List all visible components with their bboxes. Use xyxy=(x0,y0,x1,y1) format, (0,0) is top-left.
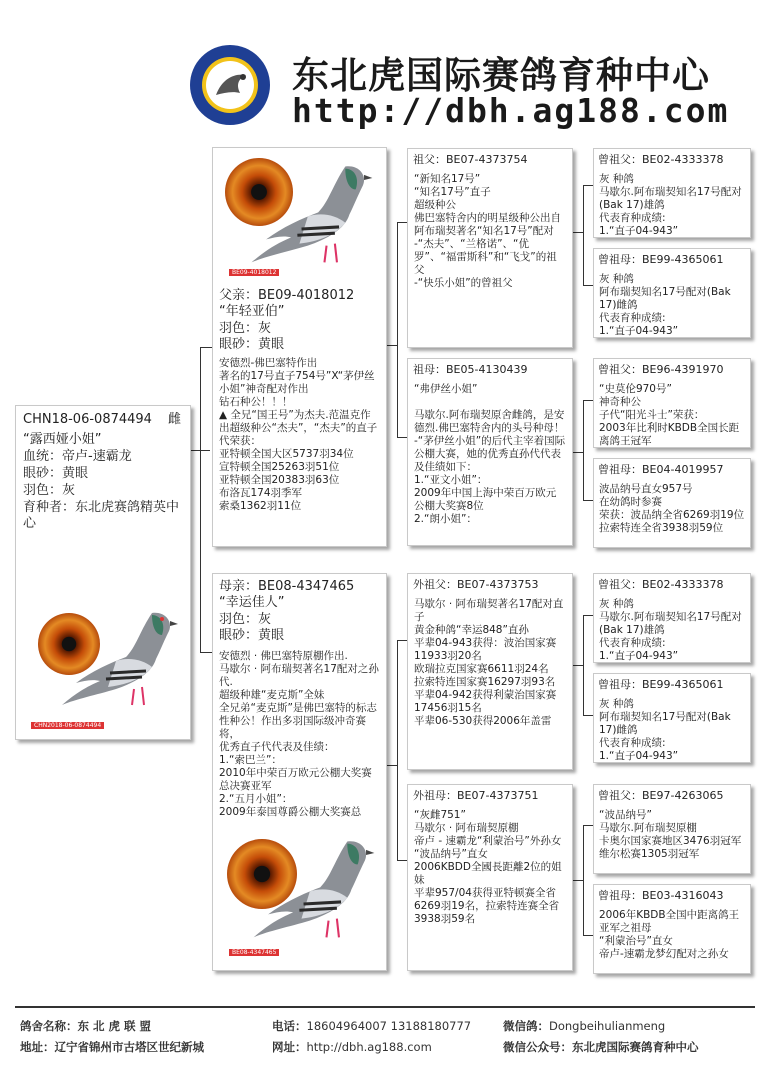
grandsire-paternal-text: “新知名17号” “知名17号”直子 超级种公 佛巴塞特舍内的明星级种公出自阿布瑞契著名“知名17号”配对 -“杰夫”、“兰格诺”、“优罗”、“福雷斯科”和“飞戈”的祖父 -“快乐小姐”的曾祖父 xyxy=(414,173,561,289)
great-grandparent-card xyxy=(593,248,751,338)
great-grandparent-title: 曾祖母：BE03-4316043 xyxy=(598,889,724,902)
great-grandparent-card xyxy=(593,358,751,448)
dam-eye: 眼砂：黄眼 xyxy=(219,628,285,643)
grandsire-maternal-text: 马歇尔 · 阿布瑞契著名17配对直子 黄金种鸽“幸运848”直孙 平辈04-943获得：波治国家赛11933羽20名 欧瑞拉克国家赛6611羽24名 拉索特连国家赛16297羽93名 平辈04-942获得利蒙治国家赛17456羽15名 平辈06-530获得2006年盖雷 xyxy=(414,598,564,727)
grandsire-paternal-card xyxy=(407,148,573,348)
great-grandparent-text: 灰 种鸽 马歇尔.阿布瑞契知名17号配对(Bak 17)雄鸽 代表育种成绩: 1.“直子04-943” xyxy=(599,173,742,237)
great-grandparent-text: 灰 种鸽 阿布瑞契知名17号配对(Bak 17)雌鸽 代表育种成绩: 1.“直子04-943” xyxy=(599,273,731,337)
footer-loft xyxy=(20,1018,151,1034)
footer-phone xyxy=(272,1018,471,1034)
granddam-maternal-title: 外祖母：BE07-4373751 xyxy=(413,789,539,802)
great-grandparent-text: 灰 种鸽 阿布瑞契知名17号配对(Bak 17)雌鸽 代表育种成绩: 1.“直子04-943” xyxy=(599,698,731,762)
footer-public-account-label: 微信公众号： xyxy=(503,1040,572,1054)
great-grandparent-title: 曾祖母：BE99-4365061 xyxy=(598,253,724,266)
subject-color: 羽色：灰 xyxy=(23,483,76,498)
great-grandparent-text: “史莫伦970号” 神奇种公 子代“阳光斗士”荣获： 2003年比利时KBDB全国长距离鸽王冠军 xyxy=(599,383,740,447)
sire-color: 羽色：灰 xyxy=(219,321,272,336)
great-grandparent-card xyxy=(593,884,751,974)
great-grandparent-card xyxy=(593,673,751,763)
footer-website xyxy=(272,1039,432,1055)
sire-name: “年轻亚伯” xyxy=(219,304,285,319)
footer-public-account-value: 东北虎国际赛鸽育种中心 xyxy=(572,1040,699,1054)
subject-sex: 雌 xyxy=(168,412,182,427)
great-grandparent-card xyxy=(593,148,751,238)
footer-wechat-value: Dongbeihulianmeng xyxy=(549,1019,666,1033)
great-grandparent-card xyxy=(593,458,751,548)
great-grandparent-title: 曾祖父：BE02-4333378 xyxy=(598,578,724,591)
grandsire-maternal-title: 外祖父：BE07-4373753 xyxy=(413,578,539,591)
subject-eye: 眼砂：黄眼 xyxy=(23,466,89,481)
footer-phone-value[interactable]: 18604964007 13188180777 xyxy=(306,1019,472,1033)
granddam-maternal-card xyxy=(407,784,573,971)
header-url[interactable]: http://dbh.ag188.com xyxy=(292,91,730,130)
granddam-paternal-card xyxy=(407,358,573,546)
sire-card xyxy=(212,147,387,547)
sire-eye: 眼砂：黄眼 xyxy=(219,337,285,352)
great-grandparent-title: 曾祖父：BE02-4333378 xyxy=(598,153,724,166)
subject-name: “露西娅小姐” xyxy=(23,432,102,447)
footer-divider xyxy=(15,1006,755,1008)
sire-photo-tag: BE09-4018012 xyxy=(229,269,279,276)
great-grandparent-title: 曾祖父：BE97-4263065 xyxy=(598,789,724,802)
granddam-maternal-text: “灰雌751” 马歇尔 · 阿布瑞契原棚 帝卢 - 速霸龙“利蒙治号”外孙女 “波品纳号”直女 2006KBDD全國長距離2位的姐妹 平辈957/04获得亚特顿赛全省6269羽19名，拉索特连赛全省3938羽59名 xyxy=(414,809,562,925)
footer-wechat xyxy=(503,1018,665,1034)
great-grandparent-title: 曾祖母：BE99-4365061 xyxy=(598,678,724,691)
footer-loft-label: 鸽舍名称： xyxy=(20,1019,78,1033)
footer-phone-label: 电话： xyxy=(272,1019,307,1033)
header-title: 东北虎国际赛鸽育种中心 xyxy=(292,54,710,97)
logo-icon xyxy=(188,43,272,127)
dam-description: 安德烈 · 佛巴塞特原棚作出. 马歇尔 · 阿布瑞契著名17配对之孙代. 超级种雄“麦克斯”全妹 全兄弟“麦克斯”是佛巴塞特的标志性种公！作出多羽国际级冲奇赛将， 优秀直子代代表及佳绩： 1.“索巴兰”： 2010年中荣百万欧元公棚大奖赛总决赛亚军 2.“五月小姐”： 2009年泰国尊爵公棚大奖赛总 xyxy=(219,650,379,818)
subject-ring: CHN18-06-0874494 xyxy=(23,412,152,427)
sire-pigeon-photo xyxy=(243,154,383,279)
footer-public-account xyxy=(503,1039,699,1055)
footer-address-label: 地址： xyxy=(20,1040,55,1054)
dam-card xyxy=(212,573,387,971)
dam-title: 母亲：BE08-4347465 xyxy=(219,579,355,594)
great-grandparent-text: “波品纳号” 马歇尔.阿布瑞契原棚 卡奥尔国家赛地区3476羽冠军 维尔松赛1305羽冠军 xyxy=(599,809,742,860)
great-grandparent-text: 波品纳号直女957号 在幼鸽时参赛 荣获：波品纳全省6269羽19位 拉索特连全省3938羽59位 xyxy=(599,483,745,534)
subject-bloodline: 血统：帝卢-速霸龙 xyxy=(23,449,132,464)
subject-breeder: 育种者：东北虎赛鸽精英中心 xyxy=(23,500,180,531)
subject-pigeon-photo xyxy=(56,601,186,721)
sire-title: 父亲：BE09-4018012 xyxy=(219,288,355,303)
granddam-paternal-title: 祖母：BE05-4130439 xyxy=(413,363,528,376)
great-grandparent-title: 曾祖母：BE04-4019957 xyxy=(598,463,724,476)
footer-wechat-label: 微信鸽： xyxy=(503,1019,549,1033)
grandsire-paternal-title: 祖父：BE07-4373754 xyxy=(413,153,528,166)
great-grandparent-text: 灰 种鸽 马歇尔.阿布瑞契知名17号配对(Bak 17)雄鸽 代表育种成绩: 1.“直子04-943” xyxy=(599,598,742,662)
footer-address-value: 辽宁省锦州市古塔区世纪新城 xyxy=(54,1040,204,1054)
footer-loft-value: 东 北 虎 联 盟 xyxy=(77,1019,152,1033)
footer-website-value[interactable]: http://dbh.ag188.com xyxy=(306,1040,432,1054)
footer-address xyxy=(20,1039,204,1055)
header xyxy=(180,35,760,135)
grandsire-maternal-card xyxy=(407,573,573,770)
great-grandparent-card xyxy=(593,573,751,663)
sire-description: 安德烈-佛巴塞特作出 著名的17号直子754号”X“茅伊丝小姐”神奇配对作出 钻石种公！！！ ▲ 全兄“国王号”为杰夫.范温克作出超级种公“杰夫”，“杰夫”的直子代荣获： 亚特顿全国大区5737羽34位 宣特顿全国25263羽51位 亚特顿全国20383羽63位 布洛瓦174羽季军 索桑1362羽11位 xyxy=(219,357,378,512)
dam-pigeon-photo xyxy=(245,829,385,954)
dam-color: 羽色：灰 xyxy=(219,612,272,627)
dam-name: “幸运佳人” xyxy=(219,595,285,610)
great-grandparent-title: 曾祖父：BE96-4391970 xyxy=(598,363,724,376)
subject-photo-tag: CHN2018-06-0874494 xyxy=(31,722,104,729)
great-grandparent-card xyxy=(593,784,751,874)
subject-card xyxy=(15,405,191,740)
dam-photo-tag: BE08-4347465 xyxy=(229,949,279,956)
great-grandparent-text: 2006年KBDB全国中距离鸽王亚军之祖母 “利蒙治号”直女 帝卢-速霸龙梦幻配对之孙女 xyxy=(599,909,740,960)
granddam-paternal-text: “弗伊丝小姐” 马歇尔.阿布瑞契原舍雌鸽，是安德烈.佛巴塞特舍内的头号种母！ -“茅伊丝小姐”的后代主宰着国际公棚大赛，她的优秀直孙代代表及佳绩如下： 1.“亚文小姐”： 2009年中国上海中荣百万欧元公棚大奖赛8位 2.“朗小姐”： xyxy=(414,383,566,525)
footer-website-label: 网址： xyxy=(272,1040,307,1054)
